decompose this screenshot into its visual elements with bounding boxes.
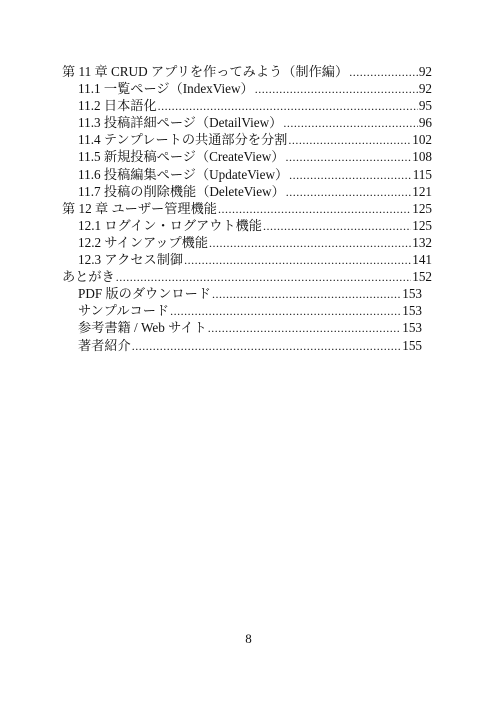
dot-leader (286, 149, 412, 166)
toc-entry-page: 141 (412, 252, 432, 268)
toc-entry-title: 11.6 投稿編集ページ（UpdateView） (78, 166, 289, 182)
toc-entry-title: 11.5 新規投稿ページ（CreateView） (78, 149, 285, 165)
dot-leader (288, 132, 411, 149)
toc-entry-page: 121 (412, 183, 432, 199)
dot-leader (208, 320, 401, 337)
toc-entry-page: 92 (418, 81, 432, 97)
dot-leader (263, 218, 411, 235)
toc-entry-title: 11.3 投稿詳細ページ（DetailView） (78, 115, 283, 131)
toc-entry-references[interactable] (62, 319, 422, 336)
dot-leader (132, 338, 401, 355)
toc-entry-title: PDF 版のダウンロード (78, 286, 211, 302)
toc-entry-page: 125 (412, 217, 432, 233)
toc-entry-page: 95 (418, 98, 432, 114)
toc-entry-12-3[interactable] (62, 251, 432, 268)
toc-entry-11-7[interactable] (62, 183, 432, 200)
table-of-contents (62, 63, 432, 354)
toc-entry-page: 132 (412, 234, 432, 250)
toc-entry-chapter-12[interactable] (62, 200, 432, 217)
toc-entry-pdf-download[interactable] (62, 285, 422, 302)
toc-entry-12-2[interactable] (62, 234, 432, 251)
toc-entry-11-1[interactable] (62, 80, 432, 97)
toc-entry-page: 125 (412, 200, 432, 216)
toc-entry-title: 11.2 日本語化 (78, 98, 157, 114)
dot-leader (170, 303, 401, 320)
toc-entry-page: 108 (412, 149, 432, 165)
toc-entry-title: 11.7 投稿の削除機能（DeleteView） (78, 183, 285, 199)
toc-entry-title: 12.3 アクセス制御 (78, 252, 184, 268)
toc-entry-11-2[interactable] (62, 97, 432, 114)
toc-entry-page: 153 (402, 303, 422, 319)
toc-entry-title: サンプルコード (78, 303, 170, 319)
dot-leader (184, 252, 411, 269)
toc-entry-page: 153 (402, 286, 422, 302)
toc-entry-title: 12.2 サインアップ機能 (78, 234, 209, 250)
dot-leader (283, 115, 418, 132)
toc-entry-page: 152 (412, 269, 432, 285)
dot-leader (218, 201, 411, 218)
dot-leader (212, 286, 401, 303)
dot-leader (158, 98, 418, 115)
toc-entry-author[interactable] (62, 337, 422, 354)
toc-entry-title: 12.1 ログイン・ログアウト機能 (78, 217, 262, 233)
dot-leader (116, 269, 411, 286)
toc-entry-11-5[interactable] (62, 148, 432, 165)
toc-entry-title: 第 11 章 CRUD アプリを作ってみよう（制作編） (62, 64, 349, 79)
toc-entry-sample-code[interactable] (62, 302, 422, 319)
toc-entry-11-3[interactable] (62, 114, 432, 131)
toc-entry-chapter-11[interactable] (62, 63, 432, 80)
toc-entry-title: 著者紹介 (78, 337, 131, 353)
toc-entry-11-4[interactable] (62, 131, 432, 148)
toc-entry-title: 11.1 一覧ページ（IndexView） (78, 81, 254, 97)
toc-entry-page: 92 (418, 64, 432, 79)
toc-entry-page: 115 (412, 166, 432, 182)
page-number: 8 (245, 631, 252, 646)
toc-entry-title: 第 12 章 ユーザー管理機能 (62, 200, 217, 216)
toc-entry-page: 153 (402, 320, 422, 336)
dot-leader (209, 235, 411, 252)
toc-entry-11-6[interactable] (62, 166, 432, 183)
toc-entry-afterword[interactable] (62, 268, 432, 285)
dot-leader (349, 64, 418, 81)
toc-entry-page: 96 (418, 115, 432, 131)
toc-entry-title: あとがき (62, 269, 115, 285)
toc-entry-title: 参考書籍 / Web サイト (78, 320, 207, 336)
dot-leader (255, 81, 418, 98)
toc-entry-page: 102 (412, 132, 432, 148)
dot-leader (289, 167, 412, 184)
toc-entry-12-1[interactable] (62, 217, 432, 234)
toc-entry-title: 11.4 テンプレートの共通部分を分割 (78, 132, 288, 148)
toc-entry-page: 155 (402, 337, 422, 353)
dot-leader (286, 184, 411, 201)
